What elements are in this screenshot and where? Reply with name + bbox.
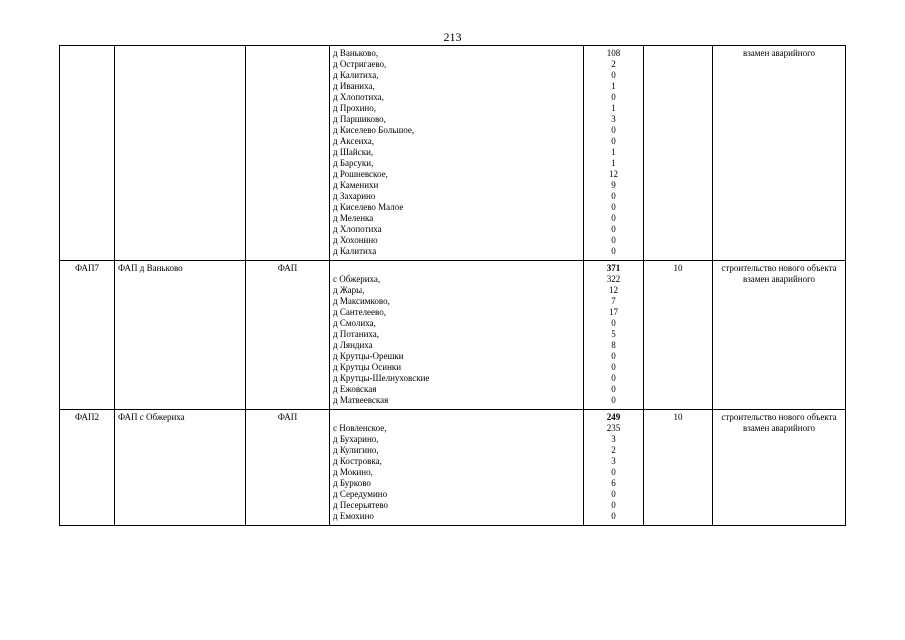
settlement-name: д Бухарино,: [333, 434, 379, 444]
settlement-name: д Песерьятево: [333, 500, 389, 510]
note-text: строительство нового объекта взамен аварийного: [721, 412, 837, 433]
settlement-population: 0: [611, 395, 616, 405]
settlement-name: д Хохонино: [333, 235, 378, 245]
settlement-name: д Хлопотиха: [333, 224, 382, 234]
settlement-name: д Прохино,: [333, 103, 376, 113]
settlement-population: 6: [611, 478, 616, 488]
settlement-name: д Середумино: [333, 489, 388, 499]
settlement-population: 0: [611, 70, 616, 80]
settlement-name: д Ляндиха: [333, 340, 373, 350]
settlement-population: 3: [611, 434, 616, 444]
settlement-population: 108: [606, 48, 621, 58]
settlement-name: д Калитиха: [333, 246, 377, 256]
settlement-population: 17: [609, 307, 618, 317]
population-cell: [584, 46, 644, 261]
settlement-population: 0: [611, 511, 616, 521]
settlement-population: 0: [611, 384, 616, 394]
note-cell: [713, 46, 846, 261]
settlement-population: 8: [611, 340, 616, 350]
settlement-population: 1: [611, 158, 616, 168]
settlement-name: д Остригаево,: [333, 59, 387, 69]
population-total: 249: [606, 412, 621, 422]
settlement-name: д Паршиково,: [333, 114, 386, 124]
settlement-population: 1: [611, 103, 616, 113]
facility-type-cell: [246, 46, 330, 261]
settlement-population: 12: [609, 285, 618, 295]
settlement-name: д Иваниха,: [333, 81, 375, 91]
facility-name-cell: ФАП с Обжериха: [115, 410, 246, 526]
settlement-population: 0: [611, 318, 616, 328]
capacity-cell: 10: [644, 410, 713, 526]
settlements-cell: [330, 410, 584, 526]
settlement-population: 0: [611, 467, 616, 477]
capacity-cell: [644, 46, 713, 261]
settlement-population: 0: [611, 500, 616, 510]
settlement-population: 0: [611, 362, 616, 372]
settlement-population: 12: [609, 169, 618, 179]
settlement-name: д Калитиха,: [333, 70, 379, 80]
capacity-cell: 10: [644, 261, 713, 410]
facilities-table: [59, 45, 846, 526]
facility-name-cell: [115, 46, 246, 261]
settlement-name: д Емохино: [333, 511, 374, 521]
settlement-population: 0: [611, 351, 616, 361]
facility-name-cell: ФАП д Ваньково: [115, 261, 246, 410]
settlement-population: 0: [611, 224, 616, 234]
settlement-population: 3: [611, 456, 616, 466]
note-cell: [713, 410, 846, 526]
settlement-population: 0: [611, 213, 616, 223]
settlement-name: д Потаниха,: [333, 329, 380, 339]
settlement-name: д Рошневское,: [333, 169, 388, 179]
table-body: [60, 46, 846, 526]
settlement-spacer: [333, 412, 580, 423]
note-cell: [713, 261, 846, 410]
settlements-cell: [330, 46, 584, 261]
settlement-name: д Максимково,: [333, 296, 390, 306]
settlement-population: 0: [611, 136, 616, 146]
settlement-population: 9: [611, 180, 616, 190]
settlement-name: д Киселево Большое,: [333, 125, 415, 135]
settlement-population: 5: [611, 329, 616, 339]
settlement-population: 1: [611, 147, 616, 157]
settlement-name: с Новленское,: [333, 423, 387, 433]
settlement-population: 1: [611, 81, 616, 91]
population-total: 371: [606, 263, 621, 273]
settlement-name: д Крутцы Осинки: [333, 362, 402, 372]
settlement-name: д Ваньково,: [333, 48, 379, 58]
settlement-population: 3: [611, 114, 616, 124]
facility-type-cell: ФАП: [246, 410, 330, 526]
settlement-name: д Крутцы-Шелнуховские: [333, 373, 430, 383]
settlement-name: д Шайски,: [333, 147, 374, 157]
settlement-name: д Матвеевская: [333, 395, 389, 405]
settlement-name: д Бурково: [333, 478, 371, 488]
settlement-population: 0: [611, 125, 616, 135]
settlement-spacer: [333, 263, 580, 274]
settlement-name: д Сантелеево,: [333, 307, 386, 317]
table-row: [60, 46, 846, 261]
settlement-population: 0: [611, 191, 616, 201]
settlement-name: д Киселево Малое: [333, 202, 404, 212]
settlement-name: д Мокино,: [333, 467, 373, 477]
facility-type-cell: ФАП: [246, 261, 330, 410]
settlement-population: 0: [611, 489, 616, 499]
settlement-population: 0: [611, 235, 616, 245]
settlement-population: 7: [611, 296, 616, 306]
note-text: строительство нового объекта взамен аварийного: [721, 263, 837, 284]
settlement-population: 0: [611, 373, 616, 383]
settlement-name: д Кулигино,: [333, 445, 379, 455]
table-row: [60, 410, 846, 526]
facility-code-cell: ФАП7: [60, 261, 115, 410]
settlement-name: д Ежовская: [333, 384, 377, 394]
settlement-name: д Барсуки,: [333, 158, 374, 168]
settlement-name: д Захарино: [333, 191, 376, 201]
settlement-name: д Аксеиха,: [333, 136, 375, 146]
settlement-name: д Каменихи: [333, 180, 379, 190]
settlement-name: д Костровка,: [333, 456, 382, 466]
settlement-name: д Меленка: [333, 213, 374, 223]
table-row: [60, 261, 846, 410]
settlement-population: 0: [611, 92, 616, 102]
settlements-cell: [330, 261, 584, 410]
page-number: 213: [443, 30, 462, 44]
population-cell: [584, 261, 644, 410]
facility-code-cell: ФАП2: [60, 410, 115, 526]
settlement-name: д Жары,: [333, 285, 365, 295]
settlement-population: 322: [606, 274, 621, 284]
settlement-population: 0: [611, 202, 616, 212]
settlement-name: д Крутцы-Орешки: [333, 351, 404, 361]
settlement-population: 0: [611, 246, 616, 256]
settlement-name: с Обжериха,: [333, 274, 381, 284]
settlement-population: 2: [611, 59, 616, 69]
settlement-name: д Смолиха,: [333, 318, 376, 328]
settlement-name: д Хлопотиха,: [333, 92, 384, 102]
note-text: взамен аварийного: [742, 48, 816, 58]
settlement-population: 2: [611, 445, 616, 455]
population-cell: [584, 410, 644, 526]
settlement-population: 235: [606, 423, 621, 433]
facility-code-cell: [60, 46, 115, 261]
